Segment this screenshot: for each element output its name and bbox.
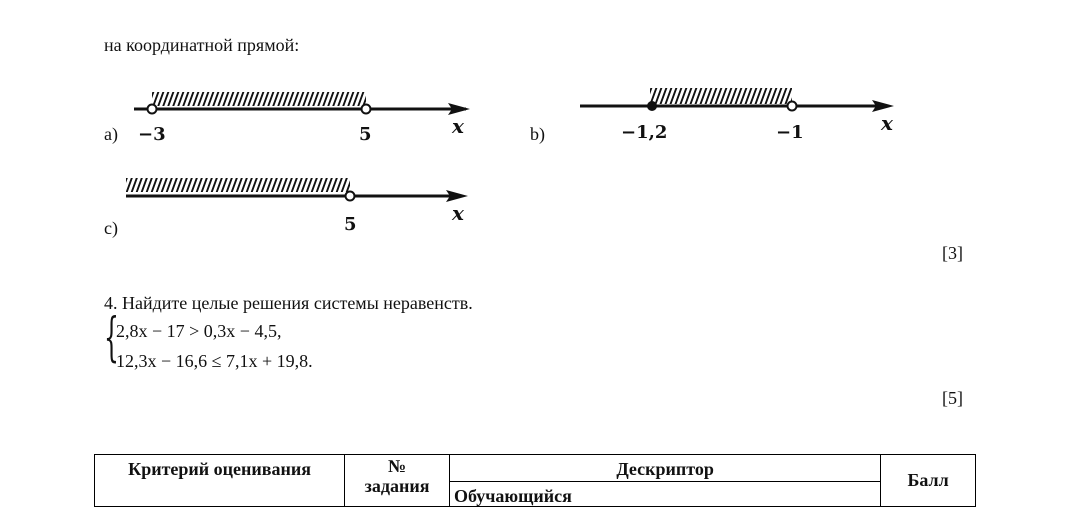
intro-text: на координатной прямой: [104, 35, 300, 55]
figure-b-label: b) [530, 124, 545, 144]
figure-a-axis-var: x [452, 114, 464, 138]
figure-c-label: c) [104, 218, 118, 238]
number-line-c [122, 172, 477, 242]
figure-c-axis-var: x [452, 201, 464, 225]
figure-c-right-value: 5 [344, 214, 357, 235]
figure-b-left-value: −1,2 [621, 122, 668, 143]
figure-a-label: a) [104, 124, 118, 144]
task4-title: 4. Найдите целые решения системы неравенств. [104, 293, 473, 313]
system-brace: { [104, 308, 119, 368]
figure-b-axis-var: x [881, 111, 893, 135]
figure-a-right-value: 5 [359, 124, 372, 145]
inequality-2: 12,3x − 16,6 ≤ 7,1x + 19,8. [116, 351, 313, 371]
score-3: [3] [942, 243, 963, 263]
header-score: Балл [881, 455, 976, 507]
assessment-table [94, 454, 976, 507]
header-criterion: Критерий оценивания [95, 455, 345, 507]
header-descriptor-title: Дескриптор [616, 459, 714, 479]
inequality-1: 2,8x − 17 > 0,3x − 4,5, [116, 321, 282, 341]
number-line-b [578, 78, 903, 148]
score-5: [5] [942, 388, 963, 408]
header-task-number [345, 455, 450, 507]
header-descriptor [449, 455, 880, 507]
header-task-number-line2: задания [364, 475, 430, 496]
header-task-number-line1: № [388, 456, 407, 476]
number-line-a [130, 82, 475, 152]
header-descriptor-sub: Обучающийся [450, 481, 880, 506]
figure-a-left-value: −3 [138, 124, 166, 145]
figure-b-right-value: −1 [776, 122, 804, 143]
